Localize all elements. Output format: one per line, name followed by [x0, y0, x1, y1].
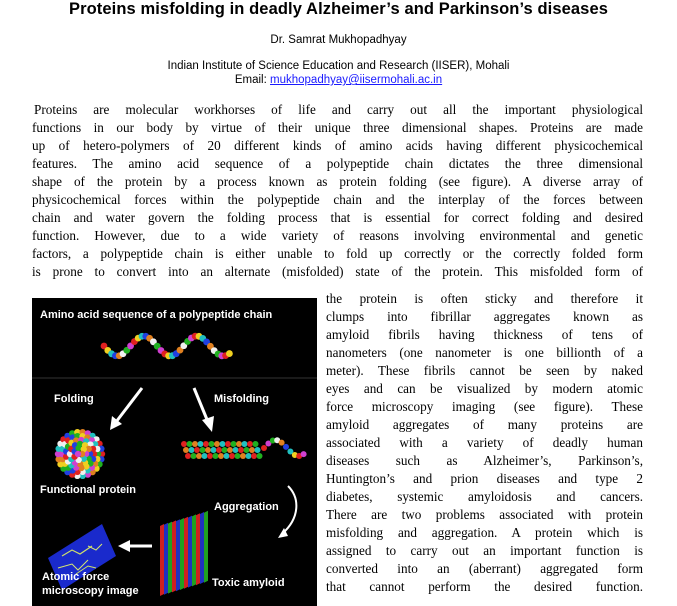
text-line: diabetes, systemic amyloidosis and cancers. [326, 489, 643, 504]
text-line: is prone to convert into an alternate (misfolded) state of the protein. This misfolded form of [32, 264, 643, 279]
toxic-amyloid-illustration [160, 511, 208, 596]
functional-protein-illustration [55, 429, 105, 479]
affiliation-block [0, 59, 677, 87]
text-line: misfolding and aggregation. A protein which is [326, 525, 643, 540]
text-line: nanometers (one nanometer is one billionth of a [326, 345, 643, 360]
email-label: Email: [234, 74, 271, 86]
text-line: assigned to carry out an important function is [326, 543, 643, 558]
text-line: clumps into fibrillar aggregates known as [326, 309, 643, 324]
paragraph-right-column [326, 290, 643, 596]
text-line: up of hetero-polymers of 20 different kinds of amino acids having different physicochemical [32, 138, 643, 153]
text-line: converted into an (aberrant) aggregated form [326, 561, 643, 576]
text-line: diseases such as Alzheimer’s, Parkinson’s, [326, 453, 643, 468]
affiliation: Indian Institute of Science Education and Research (IISER), Mohali [167, 60, 510, 72]
figure-label-folding: Folding [54, 393, 94, 405]
text-line: functions in our body by virtue of their unique three dimensional shapes. Proteins are made [32, 120, 643, 135]
figure-label-sequence: Amino acid sequence of a polypeptide chain [40, 309, 273, 321]
figure-label-functional: Functional protein [40, 484, 136, 496]
text-line: force microscopy imaging (see figure). These [326, 399, 643, 414]
text-line: features. The amino acid sequence of a polypeptide chain dictates the three dimensional [32, 156, 643, 171]
text-line: Proteins are molecular workhorses of life and carry out all the important physiological [34, 102, 643, 117]
text-line: the protein is often sticky and therefore it [326, 291, 643, 306]
text-line: eyes and can be visualized by modern atomic [326, 381, 643, 396]
figure-label-afm-1: Atomic force [42, 571, 110, 583]
text-line: function. However, due to a wide variety of reasons involving environmental and genetic [32, 228, 643, 243]
text-line: amyloid fibrils having thickness of tens of [326, 327, 643, 342]
figure-label-toxic: Toxic amyloid [212, 577, 285, 589]
text-line: Huntington’s and prion diseases and type 2 [326, 471, 643, 486]
figure-label-misfolding: Misfolding [214, 393, 269, 405]
figure-label-afm-2: microscopy image [42, 585, 139, 597]
text-line: chain and water govern the folding process that is essential for correct folding and desired [32, 210, 643, 225]
email-link[interactable]: mukhopadhyay@iisermohali.ac.in [270, 74, 443, 86]
protein-misfolding-figure [32, 298, 317, 606]
article-title: Proteins misfolding in deadly Alzheimer’s and Parkinson’s diseases [68, 0, 609, 18]
email-line [0, 73, 677, 87]
text-line: that cannot perform the desired function. [326, 579, 643, 594]
text-line: meter). These fibrils cannot be seen by naked [326, 363, 643, 378]
text-line: physicochemical forces within the polypeptide chain and the interplay of the forces between [32, 192, 643, 207]
text-line: shape of the protein by a process known as protein folding (see figure). A diverse array of [32, 174, 643, 189]
text-line: There are two problems associated with protein [326, 507, 643, 522]
author-name: Dr. Samrat Mukhopadhyay [270, 34, 407, 46]
text-line: amyloid aggregates of many proteins are [326, 417, 643, 432]
text-line: factors, a polypeptide chain is either unable to fold up correctly or the correctly folded form [32, 246, 643, 261]
paragraph-full-width [32, 101, 643, 281]
figure-label-aggregation: Aggregation [214, 501, 279, 513]
text-line: associated with a variety of deadly human [326, 435, 643, 450]
